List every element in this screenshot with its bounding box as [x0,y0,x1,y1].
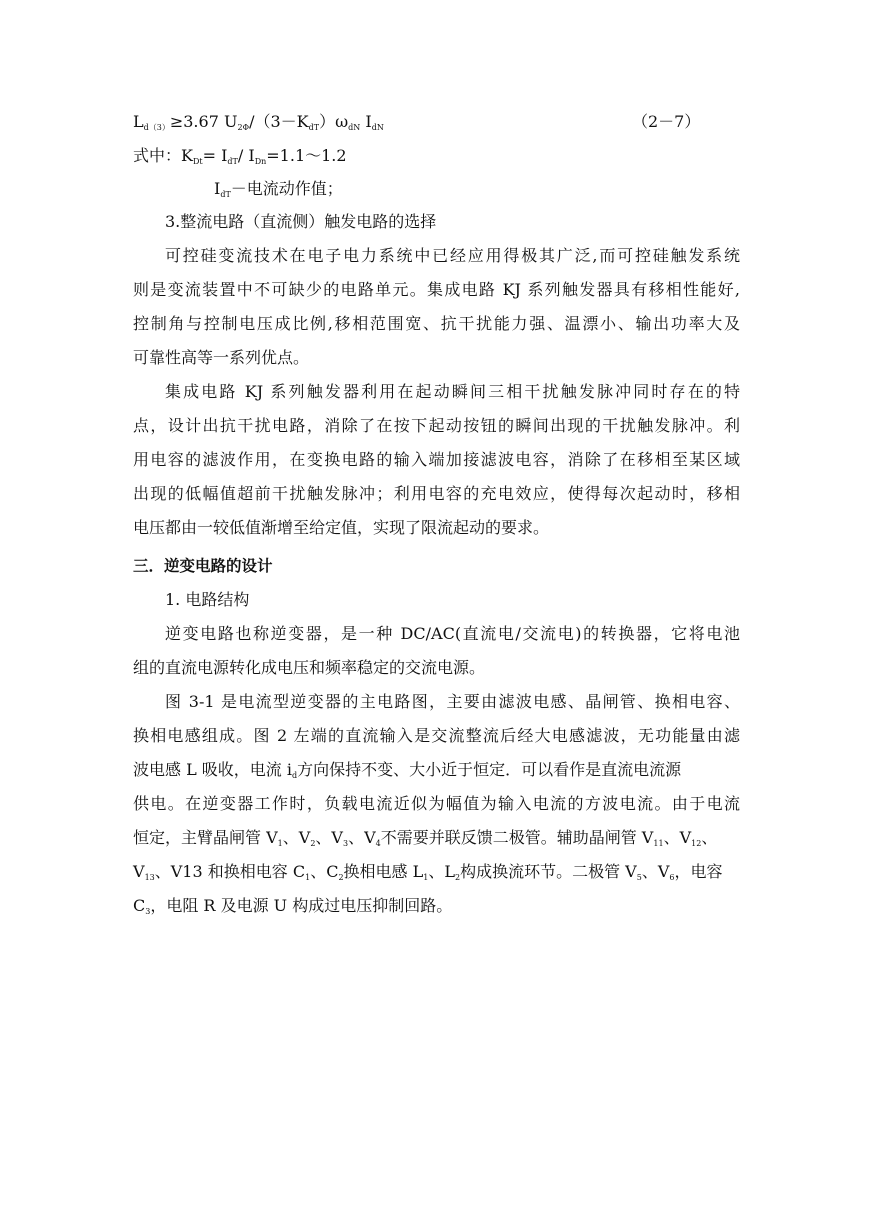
text-span: 换相电感 L [343,862,424,881]
sub-span: 2 [454,873,461,882]
sub-span: 6 [669,873,675,882]
text-span: 、V [348,828,376,847]
text-span: 、V [282,828,311,847]
paragraph-line: 控制角与控制电压成比例,移相范围宽、抗干扰能力强、温漂小、输出功率大及 [133,314,740,333]
where-text: / I [237,146,255,165]
formula-sub: d（3） [143,123,170,132]
sub-span: 4 [375,839,381,848]
paragraph-line [133,896,452,916]
sub-span: 1 [423,873,429,882]
text-span: 恒定，主臂晶闸管 V [133,828,278,847]
where-sub: Dn [254,157,267,166]
paragraph-line: 点，设计出抗干扰电路，消除了在按下起动按钮的瞬间出现的干扰触发脉冲。利 [133,416,740,435]
sub-span: 3 [145,907,151,916]
paragraph-line: 电压都由一较低值渐增至给定值，实现了限流起动的要求。 [133,518,550,537]
paragraph-line: 出现的低幅值超前干扰触发脉冲；利用电容的充电效应，使得每次起动时，移相 [133,484,740,503]
formula-sub: dT [308,123,320,132]
formula-text: I [360,112,372,131]
sub-span: 13 [144,873,155,882]
paragraph-line [133,760,681,780]
paragraph-line: 逆变电路也称逆变器，是一种 DC/AC(直流电/交流电)的转换器，它将电池 [165,624,740,643]
section-heading: 三．逆变电路的设计 [133,557,273,575]
paragraph-line: 图 3-1 是电流型逆变器的主电路图，主要由滤波电感、晶闸管、换相电容、 [165,692,740,711]
subheading-trigger-circuit: 3.整流电路（直流侧）触发电路的选择 [165,212,437,231]
formula-text: ）ω [319,112,349,131]
sub-span: 1 [305,873,311,882]
paragraph-line: 集成电路 KJ 系列触发器利用在起动瞬间三相干扰触发脉冲同时存在的特 [165,382,740,401]
paragraph-line: 用电容的滤波作用，在变换电路的输入端加接滤波电容，消除了在移相至某区域 [133,450,740,469]
paragraph-line: 可靠性高等一系列优点。 [133,348,310,367]
sub-span: 2 [338,873,344,882]
sub-span: 5 [636,873,642,882]
where-line [133,146,347,166]
paragraph-line: 供电。在逆变器工作时，负载电流近似为幅值为输入电流的方波电流。由于电流 [133,794,740,813]
sub-span: 11 [653,839,664,848]
where-text: =1.1～1.2 [266,146,347,165]
paragraph-line: 可控硅变流技术在电子电力系统中已经应用得极其广泛,而可控硅触发系统 [165,246,740,265]
idt-line [214,179,343,199]
sub-span: d [292,771,298,780]
sub-span: 2 [310,839,316,848]
text-span: 构成换流环节。二极管 V [460,862,637,881]
text-span: 不需要并联反馈二极管。辅助晶闸管 V [380,828,654,847]
subheading-circuit-structure: 1. 电路结构 [165,590,250,609]
formula-sub: dN [371,123,384,132]
formula-text: ≥3.67 U [169,112,238,131]
sub-span: 12 [691,839,702,848]
formula-text: /（3－K [249,112,309,131]
text-span: 、V [663,828,692,847]
text-span: 、 [701,828,718,847]
where-text: = I [202,146,228,165]
text-span: V [133,862,145,881]
paragraph-line: 组的直流电源转化成电压和频率稳定的交流电源。 [133,658,486,677]
formula-sub: dN [348,123,361,132]
formula-text: L [133,112,144,131]
sub-span: 3 [342,839,349,848]
text-span: 、C [310,862,339,881]
equation-number: （2－7） [632,112,701,131]
idt-text: －电流动作值； [230,179,343,198]
paragraph-line: 则是变流装置中不可缺少的电路单元。集成电路 KJ 系列触发器具有移相性能好, [133,280,740,299]
where-sub: dT [227,157,238,166]
idt-sub: dT [220,190,231,199]
paragraph-line [133,828,717,848]
idt-text: I [214,179,221,198]
paragraph-line [133,862,723,882]
text-span: 、V [641,862,670,881]
where-text: 式中：K [133,146,193,165]
sub-span: 1 [277,839,283,848]
formula-sub: 2Φ [237,123,250,132]
text-span: 、V [315,828,343,847]
text-span: C [133,896,146,915]
formula-line [133,112,384,132]
text-span: 波电感 L 吸收，电流 i [133,760,293,779]
text-span: 、V13 和换相电容 C [154,862,306,881]
paragraph-line: 换相电感组成。图 2 左端的直流输入是交流整流后经大电感滤波，无功能量由滤 [133,726,740,745]
text-span: ，电阻 R 及电源 U 构成过电压抑制回路。 [150,896,453,915]
text-span: ，电容 [674,862,723,881]
text-span: 、L [428,862,455,881]
text-span: 方向保持不变、大小近于恒定．可以看作是直流电流源 [297,760,682,779]
where-sub: Dt [192,157,203,166]
